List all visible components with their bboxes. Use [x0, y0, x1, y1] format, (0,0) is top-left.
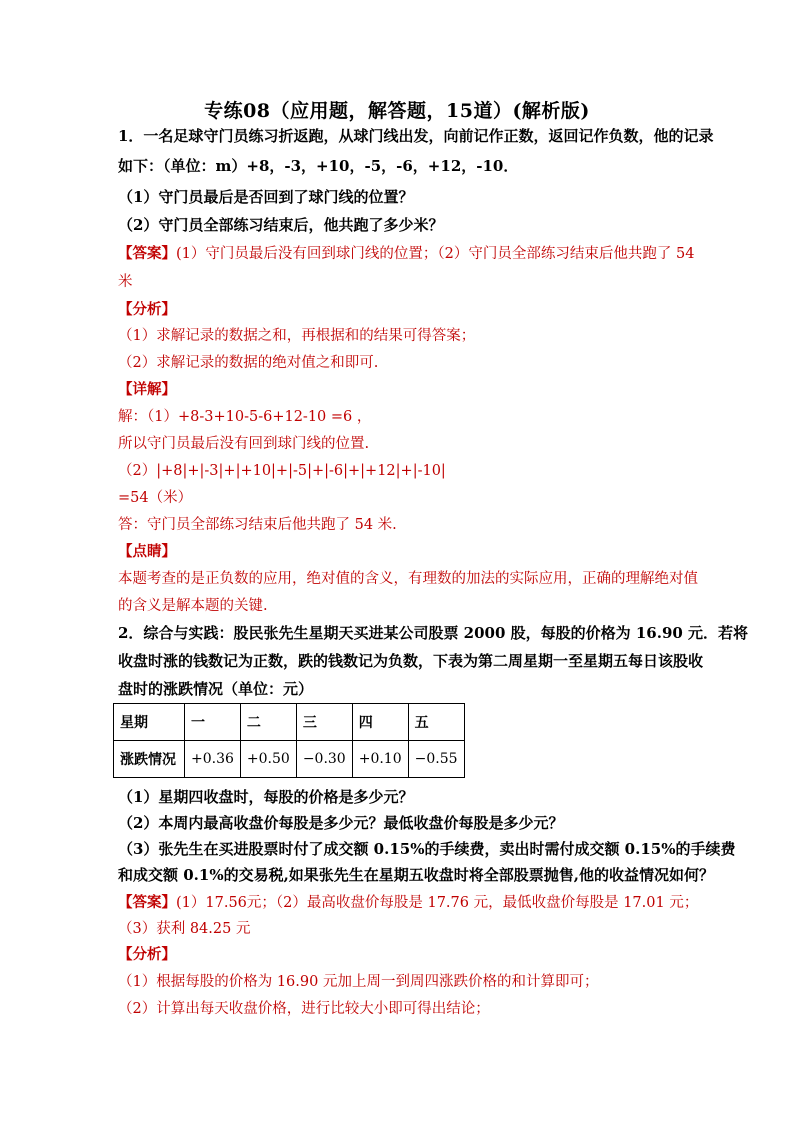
q1-stem-line2: 如下：（单位：m）+8，-3，+10，-5，-6，+12，-10．: [118, 157, 519, 175]
answer-tag: 【答案】: [118, 245, 176, 262]
q1-stem-line1: 1．一名足球守门员练习折返跑，从球门线出发，向前记作正数，返回记作负数，他的记录: [118, 127, 714, 145]
q2-subquestion-1: （1）星期四收盘时，每股的价格是多少元？: [118, 788, 414, 806]
table-header-row: [114, 704, 465, 741]
q1-comment-tag: 【点睛】: [118, 543, 176, 560]
answer-tag: 【答案】: [118, 894, 176, 911]
q2-subquestion-3b: 和成交额 0.1%的交易税,如果张先生在星期五收盘时将全部股票抛售,他的收益情况如何？: [118, 866, 715, 884]
stock-change-table: [113, 703, 465, 778]
q2-subquestion-3a: （3）张先生在买进股票时付了成交额 0.15%的手续费，卖出时需付成交额 0.15%的手续费: [118, 840, 736, 858]
q1-subquestion-2: （2）守门员全部练习结束后，他共跑了多少米？: [118, 216, 444, 234]
table-cell: +0.36: [185, 741, 241, 778]
table-header-cell: 一: [185, 704, 241, 741]
q1-analysis-line2: （2）求解记录的数据的绝对值之和即可.: [118, 355, 379, 371]
q1-answer-continued: 米: [118, 274, 133, 290]
page-title: 专练08（应用题，解答题，15道）(解析版): [204, 100, 590, 122]
table-header-cell: 五: [408, 704, 464, 741]
table-header-cell: 三: [296, 704, 352, 741]
q2-analysis-tag: 【分析】: [118, 946, 176, 963]
q2-analysis-line2: （2）计算出每天收盘价格，进行比较大小即可得出结论；: [118, 1001, 490, 1017]
q1-subquestion-1: （1）守门员最后是否回到了球门线的位置？: [118, 188, 414, 206]
q2-stem-line2: 收盘时涨的钱数记为正数，跌的钱数记为负数，下表为第二周星期一至星期五每日该股收: [118, 652, 704, 670]
q2-answer: [118, 891, 698, 912]
table-cell: +0.10: [352, 741, 408, 778]
q1-detail-line4: =54（米）: [118, 490, 193, 506]
table-cell: −0.55: [408, 741, 464, 778]
q2-stem-line1: 2．综合与实践：股民张先生星期天买进某公司股票 2000 股，每股的价格为 16.90 元．若将: [118, 624, 749, 642]
answer-text: (1）守门员最后没有回到球门线的位置；（2）守门员全部练习结束后他共跑了 54: [176, 246, 695, 262]
table-row: [114, 741, 465, 778]
table-header-cell: 星期: [114, 704, 185, 741]
q2-stem-line3: 盘时的涨跌情况（单位：元）: [118, 680, 314, 698]
q1-detail-line1: 解：（1）+8-3+10-5-6+12-10 =6 ，: [118, 409, 372, 425]
q1-detail-line3: （2）|+8|+|-3|+|+10|+|-5|+|-6|+|+12|+|-10|: [118, 463, 446, 479]
q1-analysis-tag: 【分析】: [118, 301, 176, 318]
table-header-cell: 四: [352, 704, 408, 741]
q2-subquestion-2: （2）本周内最高收盘价每股是多少元？最低收盘价每股是多少元？: [118, 814, 564, 832]
table-cell: 涨跌情况: [114, 741, 185, 778]
q2-answer-continued: （3）获利 84.25 元: [118, 921, 251, 937]
answer-text: (1）17.56元；（2）最高收盘价每股是 17.76 元，最低收盘价每股是 17.01 元；: [176, 895, 699, 911]
q2-analysis-line1: （1）根据每股的价格为 16.90 元加上周一到周四涨跌价格的和计算即可；: [118, 974, 599, 990]
table-header-cell: 二: [240, 704, 296, 741]
q1-analysis-line1: （1）求解记录的数据之和，再根据和的结果可得答案；: [118, 328, 476, 344]
q1-detail-line2: 所以守门员最后没有回到球门线的位置.: [118, 436, 370, 452]
q1-detail-line5: 答：守门员全部练习结束后他共跑了 54 米.: [118, 517, 397, 533]
table-cell: +0.50: [240, 741, 296, 778]
q1-comment-line1: 本题考查的是正负数的应用，绝对值的含义，有理数的加法的实际应用，正确的理解绝对值: [118, 571, 698, 587]
q1-detail-tag: 【详解】: [118, 381, 176, 398]
q1-answer: [118, 242, 694, 263]
q1-comment-line2: 的含义是解本题的关键.: [118, 598, 268, 614]
table-cell: −0.30: [296, 741, 352, 778]
